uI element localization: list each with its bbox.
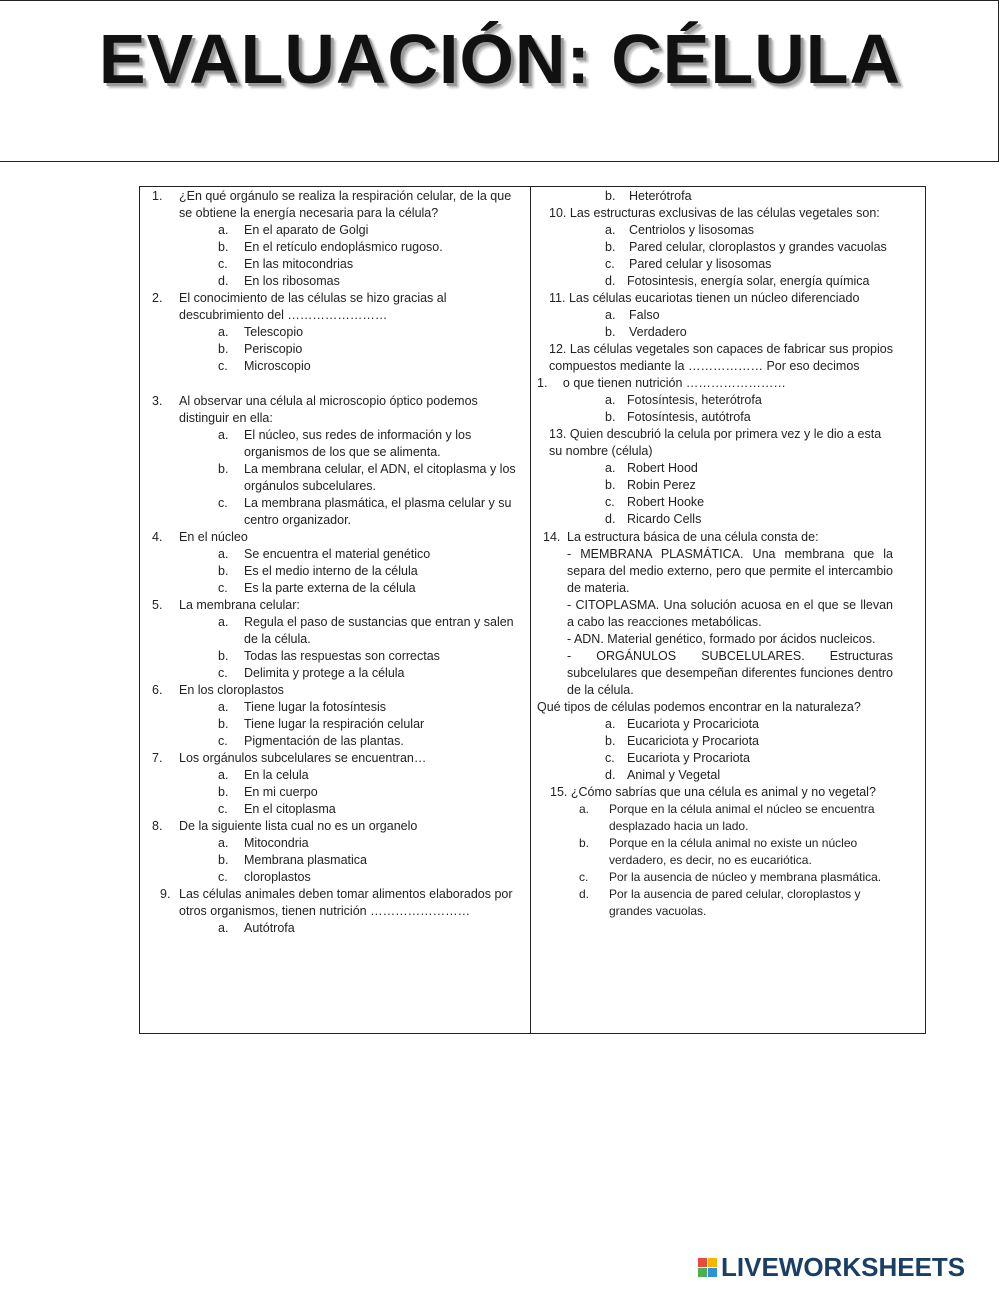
logo-block: [698, 1268, 707, 1277]
option-letter: a.: [605, 717, 616, 731]
option-1b[interactable]: [152, 239, 522, 256]
question-text: En los cloroplastos: [179, 683, 284, 697]
question-number: 11.: [549, 291, 566, 305]
option-text: Robert Hood: [627, 461, 698, 475]
option-text: Eucariota y Procariciota: [627, 717, 760, 731]
option-text: Pigmentación de las plantas.: [244, 734, 404, 748]
logo-block: [708, 1268, 717, 1277]
option-9b[interactable]: [537, 188, 893, 205]
liveworksheets-logo: [698, 1252, 965, 1283]
option-12b[interactable]: [537, 409, 893, 426]
option-text: Robert Hooke: [627, 495, 705, 509]
option-13b[interactable]: [537, 477, 893, 494]
option-text: Fotosíntesis, autótrofa: [627, 410, 751, 424]
option-6a[interactable]: [152, 699, 522, 716]
logo-blocks-icon: [698, 1258, 717, 1277]
list-number: 1.: [537, 376, 548, 390]
option-text: En mi cuerpo: [244, 785, 318, 799]
question-12: [537, 341, 893, 375]
question-number: 5.: [152, 598, 163, 612]
option-text: Falso: [629, 308, 660, 322]
question-number: 2.: [152, 291, 163, 305]
option-4b[interactable]: [152, 563, 522, 580]
option-2b[interactable]: [152, 341, 522, 358]
option-6b[interactable]: [152, 716, 522, 733]
continuation-text: o que tienen nutrición ……………………: [562, 376, 786, 390]
option-letter: b.: [218, 240, 229, 254]
paragraph-membrana: - MEMBRANA PLASMÁTICA. Una membrana que la separa del medio externo, pero que permite el intercambio de materia.: [567, 547, 893, 595]
option-text: Por la ausencia de pared celular, cloroplastos y grandes vacuolas.: [609, 887, 861, 918]
question-number: 12.: [549, 342, 567, 356]
option-letter: b.: [218, 717, 229, 731]
option-10b[interactable]: [537, 239, 893, 256]
question-text: De la siguiente lista cual no es un organelo: [179, 819, 418, 833]
option-text: Regula el paso de sustancias que entran y salen de la célula.: [244, 615, 514, 646]
option-letter: d.: [579, 887, 590, 901]
option-letter: c.: [218, 870, 228, 884]
question-14-sub: Qué tipos de células podemos encontrar en la naturaleza?: [537, 700, 861, 714]
option-letter: a.: [579, 802, 590, 816]
option-letter: a.: [605, 461, 616, 475]
title-header: [0, 0, 999, 162]
option-text: Eucariciota y Procariota: [627, 734, 760, 748]
option-1c[interactable]: [152, 256, 522, 273]
paragraph-adn: - ADN. Material genético, formado por ácidos nucleicos.: [567, 632, 876, 646]
option-letter: c.: [218, 257, 228, 271]
option-letter: d.: [605, 512, 616, 526]
option-2a[interactable]: [152, 324, 522, 341]
question-text: Los orgánulos subcelulares se encuentran…: [179, 751, 427, 765]
option-letter: a.: [605, 223, 616, 237]
option-7c[interactable]: [152, 801, 522, 818]
option-13d[interactable]: [537, 511, 893, 528]
question-number: 1.: [152, 189, 163, 203]
option-7b[interactable]: [152, 784, 522, 801]
option-letter: b.: [218, 342, 229, 356]
option-text: En el citoplasma: [244, 802, 336, 816]
option-text: En el retículo endoplásmico rugoso.: [244, 240, 443, 254]
option-letter: c.: [605, 751, 615, 765]
option-letter: a.: [218, 428, 229, 442]
option-letter: c.: [218, 734, 228, 748]
option-12a[interactable]: [537, 392, 893, 409]
option-1d[interactable]: [152, 273, 522, 290]
option-14d[interactable]: [537, 767, 893, 784]
question-number: 14.: [543, 530, 561, 544]
option-text: Autótrofa: [244, 921, 295, 935]
option-15d[interactable]: [537, 886, 893, 920]
option-3c[interactable]: [152, 495, 522, 529]
option-letter: c.: [605, 495, 615, 509]
option-text: El núcleo, sus redes de información y los organismos de los que se alimenta.: [244, 428, 472, 459]
option-letter: c.: [605, 257, 615, 271]
option-text: En el aparato de Golgi: [244, 223, 369, 237]
question-number: 9.: [160, 887, 171, 901]
option-text: Membrana plasmatica: [244, 853, 367, 867]
question-4: [152, 529, 522, 546]
option-text: Microscopio: [244, 359, 311, 373]
question-number: 6.: [152, 683, 163, 697]
option-4c[interactable]: [152, 580, 522, 597]
option-letter: b.: [218, 649, 229, 663]
option-15b[interactable]: [537, 835, 893, 869]
option-10c[interactable]: [537, 256, 893, 273]
question-text: En el núcleo: [179, 530, 248, 544]
option-text: La membrana celular, el ADN, el citoplasma y los orgánulos subcelulares.: [244, 462, 516, 493]
option-text: Robin Perez: [627, 478, 696, 492]
question-6: [152, 682, 522, 699]
option-letter: a.: [218, 700, 229, 714]
option-letter: c.: [218, 359, 228, 373]
option-10a[interactable]: [537, 222, 893, 239]
question-text: La estructura básica de una célula consta de:: [567, 530, 819, 544]
option-text: Fotosintesis, energía solar, energía química: [627, 274, 870, 288]
option-text: Periscopio: [244, 342, 303, 356]
option-7a[interactable]: [152, 767, 522, 784]
option-letter: b.: [605, 734, 616, 748]
question-3: [152, 393, 522, 427]
question-8: [152, 818, 522, 835]
option-text: Todas las respuestas son correctas: [244, 649, 440, 663]
question-number: 4.: [152, 530, 163, 544]
question-number: 7.: [152, 751, 163, 765]
question-text: Las estructuras exclusivas de las células vegetales son:: [569, 206, 880, 220]
option-5c[interactable]: [152, 665, 522, 682]
question-15: [537, 784, 893, 801]
option-letter: a.: [605, 393, 616, 407]
option-letter: b.: [605, 410, 616, 424]
option-8a[interactable]: [152, 835, 522, 852]
question-number: 15.: [550, 785, 568, 799]
page-title: EVALUACIÓN: CÉLULA: [98, 20, 902, 98]
option-text: Ricardo Cells: [627, 512, 702, 526]
option-letter: c.: [218, 666, 228, 680]
logo-block: [698, 1258, 707, 1267]
option-text: Animal y Vegetal: [627, 768, 721, 782]
question-10: [537, 205, 893, 222]
option-text: Se encuentra el material genético: [244, 547, 431, 561]
option-text: Pared celular, cloroplastos y grandes vacuolas: [629, 240, 887, 254]
option-letter: b.: [605, 325, 616, 339]
option-text: Fotosíntesis, heterótrofa: [627, 393, 762, 407]
option-text: En los ribosomas: [244, 274, 340, 288]
column-divider: [530, 186, 531, 1033]
question-1: [152, 188, 522, 222]
option-text: Pared celular y lisosomas: [629, 257, 772, 271]
option-text: En la celula: [244, 768, 309, 782]
option-1a[interactable]: [152, 222, 522, 239]
option-letter: b.: [218, 785, 229, 799]
option-14b[interactable]: [537, 733, 893, 750]
option-6c[interactable]: [152, 733, 522, 750]
option-13c[interactable]: [537, 494, 893, 511]
option-text: Delimita y protege a la célula: [244, 666, 405, 680]
option-letter: a.: [218, 615, 229, 629]
option-8c[interactable]: [152, 869, 522, 886]
right-column: [537, 188, 893, 920]
option-letter: c.: [218, 581, 228, 595]
option-text: Heterótrofa: [629, 189, 692, 203]
option-letter: a.: [218, 325, 229, 339]
question-text: Las células animales deben tomar alimentos elaborados por otros organismos, tienen nutrición ……………………: [179, 887, 513, 918]
option-text: En las mitocondrias: [244, 257, 354, 271]
question-number: 13.: [549, 427, 567, 441]
question-7: [152, 750, 522, 767]
option-text: La membrana plasmática, el plasma celular y su centro organizador.: [244, 496, 512, 527]
option-letter: a.: [218, 547, 229, 561]
option-letter: b.: [605, 240, 616, 254]
question-5: [152, 597, 522, 614]
question-14: [537, 529, 893, 699]
option-letter: a.: [218, 921, 229, 935]
question-12-continuation: [537, 375, 893, 392]
option-13a[interactable]: [537, 460, 893, 477]
question-text: Al observar una célula al microscopio óptico podemos distinguir en ella:: [179, 394, 478, 425]
option-letter: c.: [579, 870, 589, 884]
paragraph-organulos: - ORGÁNULOS SUBCELULARES. Estructuras subcelulares que desempeñan diferentes funciones dentro de la célula.: [567, 649, 893, 697]
question-text: ¿En qué orgánulo se realiza la respiración celular, de la que se obtiene la energía necesaria para la célula?: [179, 189, 512, 220]
option-letter: b.: [218, 462, 229, 476]
option-text: Verdadero: [629, 325, 687, 339]
option-text: Mitocondria: [244, 836, 309, 850]
left-column: [152, 188, 522, 937]
question-number: 8.: [152, 819, 163, 833]
option-3a[interactable]: [152, 427, 522, 461]
option-14a[interactable]: [537, 716, 893, 733]
question-number: 10.: [549, 206, 567, 220]
option-4a[interactable]: [152, 546, 522, 563]
option-letter: b.: [605, 189, 616, 203]
option-text: Tiene lugar la fotosíntesis: [244, 700, 386, 714]
question-9: [152, 886, 522, 920]
option-letter: c.: [218, 802, 228, 816]
option-text: Por la ausencia de núcleo y membrana plasmática.: [609, 870, 882, 884]
option-letter: c.: [218, 496, 228, 510]
option-5b[interactable]: [152, 648, 522, 665]
logo-text: LIVEWORKSHEETS: [721, 1252, 966, 1282]
option-11b[interactable]: [537, 324, 893, 341]
question-text: ¿Cómo sabrías que una célula es animal y no vegetal?: [570, 785, 876, 799]
option-text: Es la parte externa de la célula: [244, 581, 416, 595]
option-letter: a.: [605, 308, 616, 322]
question-text: Las células eucariotas tienen un núcleo diferenciado: [568, 291, 860, 305]
question-2: [152, 290, 522, 324]
option-text: Tiene lugar la respiración celular: [244, 717, 425, 731]
option-text: Porque en la célula animal el núcleo se encuentra desplazado hacia un lado.: [609, 802, 875, 833]
question-text: Las células vegetales son capaces de fabricar sus propios compuestos mediante la ……………… Por eso decimos: [549, 342, 893, 373]
option-8b[interactable]: [152, 852, 522, 869]
option-5a[interactable]: [152, 614, 522, 648]
option-letter: b.: [218, 564, 229, 578]
option-text: cloroplastos: [244, 870, 311, 884]
option-14c[interactable]: [537, 750, 893, 767]
option-letter: d.: [605, 768, 616, 782]
option-letter: b.: [605, 478, 616, 492]
option-10d[interactable]: [537, 273, 893, 290]
question-13: [537, 426, 893, 460]
option-2c[interactable]: [152, 358, 522, 375]
option-text: Eucariota y Procariota: [627, 751, 750, 765]
question-text: La membrana celular:: [179, 598, 300, 612]
option-15c[interactable]: [537, 869, 893, 886]
question-11: [537, 290, 893, 307]
option-15a[interactable]: [537, 801, 893, 835]
question-text: El conocimiento de las células se hizo gracias al descubrimiento del ……………………: [179, 291, 447, 322]
option-letter: a.: [218, 223, 229, 237]
option-text: Telescopio: [244, 325, 304, 339]
option-letter: a.: [218, 836, 229, 850]
option-9a[interactable]: [152, 920, 522, 937]
question-number: 3.: [152, 394, 163, 408]
option-3b[interactable]: [152, 461, 522, 495]
option-11a[interactable]: [537, 307, 893, 324]
option-letter: b.: [579, 836, 590, 850]
option-letter: b.: [218, 853, 229, 867]
question-text: Quien descubrió la celula por primera vez y le dio a esta su nombre (célula): [549, 427, 882, 458]
option-text: Es el medio interno de la célula: [244, 564, 418, 578]
paragraph-citoplasma: - CITOPLASMA. Una solución acuosa en el que se llevan a cabo las reacciones metabólicas.: [567, 598, 893, 629]
logo-block: [708, 1258, 717, 1267]
option-letter: d.: [218, 274, 229, 288]
option-text: Centriolos y lisosomas: [629, 223, 755, 237]
option-letter: a.: [218, 768, 229, 782]
option-letter: d.: [605, 274, 616, 288]
option-text: Porque en la célula animal no existe un núcleo verdadero, es decir, no es eucariótica.: [609, 836, 858, 867]
